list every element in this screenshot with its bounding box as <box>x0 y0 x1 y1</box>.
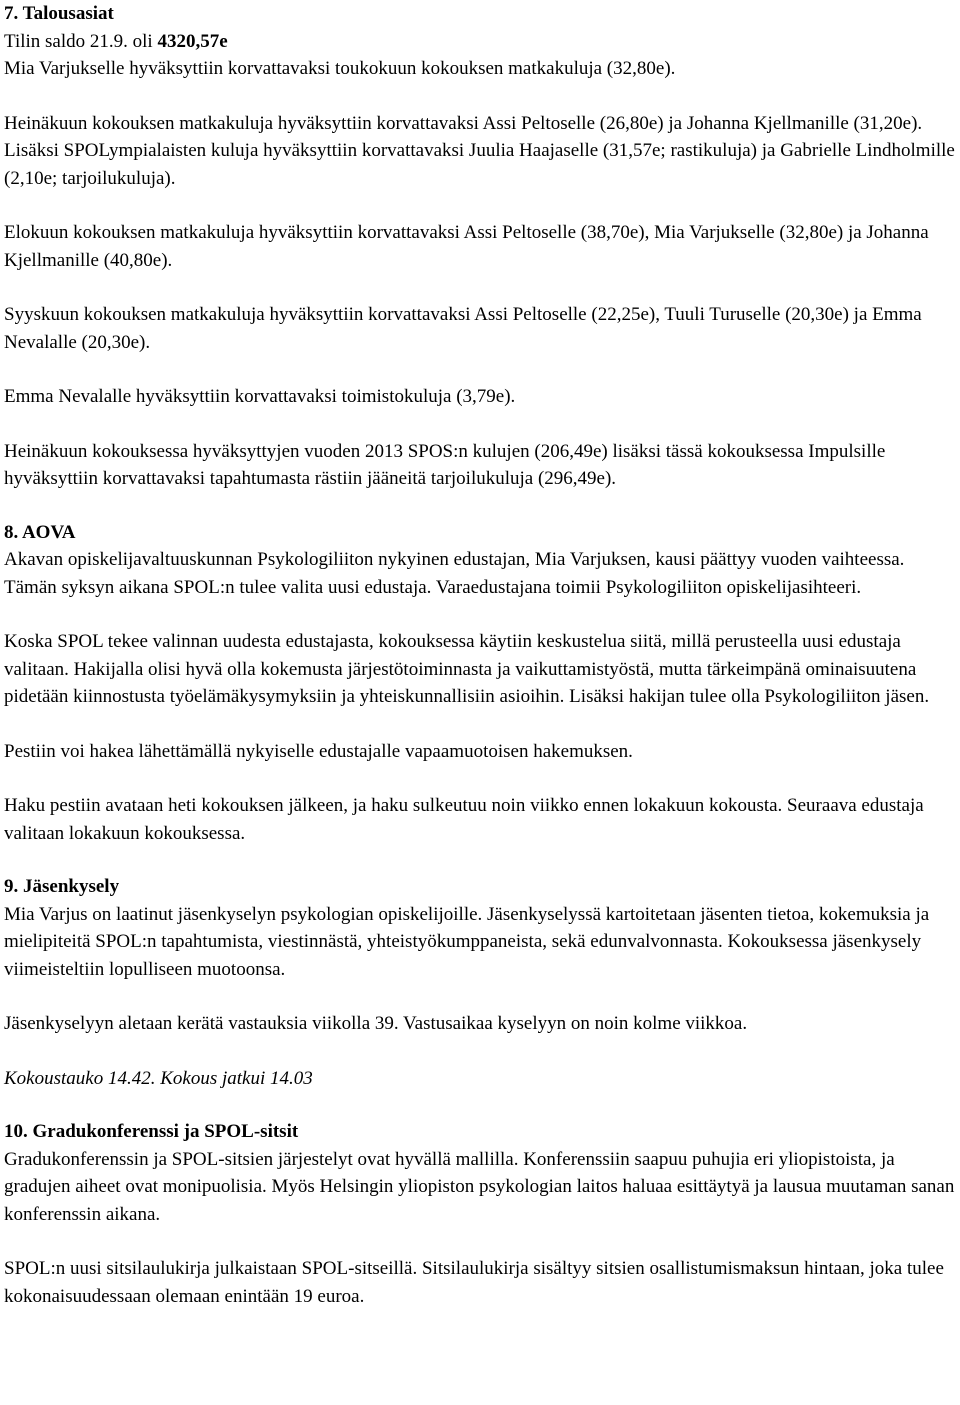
section-talousasiat <box>4 0 956 493</box>
paragraph: Jäsenkyselyyn aletaan kerätä vastauksia viikolla 39. Vastusaikaa kyselyyn on noin kolme viikkoa. <box>4 1013 748 1034</box>
balance-value: 4320,57e <box>157 30 228 52</box>
section-aova <box>4 519 956 848</box>
paragraph: Mia Varjus on laatinut jäsenkyselyn psykologian opiskelijoille. Jäsenkyselyssä kartoitetaan jäsenten tietoa, kokemuksia ja mielipiteitä SPOL:n tapahtumista, viestinnästä, yhteistyökumppaneista, sekä edunvalvonnasta. Kokouksessa jäsenkysely viimeisteltiin lopulliseen muotoonsa. <box>4 903 930 980</box>
section-heading: 10. Gradukonferenssi ja SPOL-sitsit <box>4 1121 299 1142</box>
section-heading: 8. AOVA <box>4 521 76 543</box>
balance-line <box>4 28 956 56</box>
paragraph: Koska SPOL tekee valinnan uudesta edustajasta, kokouksessa käytiin keskustelua siitä, millä perusteella uusi edustaja valitaan. Hakijalla olisi hyvä olla kokemusta järjestötoiminnasta ja vaikuttamistyöstä, mutta tärkeimpänä ominaisuutena pidetään kiinnostusta työelämäkysymyksiin ja yhteiskunnallisiin asioihin. Lisäksi hakijan tulee olla Psykologiliiton jäsen. <box>4 631 930 707</box>
paragraph: Syyskuun kokouksen matkakuluja hyväksyttiin korvattavaksi Assi Peltoselle (22,25e), Tuuli Turuselle (20,30e) ja Emma Nevalalle (20,30e). <box>4 304 922 353</box>
break-note: Kokoustauko 14.42. Kokous jatkui 14.03 <box>4 1067 313 1089</box>
section-gradukonferenssi <box>4 1118 956 1310</box>
paragraph: Elokuun kokouksen matkakuluja hyväksyttiin korvattavaksi Assi Peltoselle (38,70e), Mia Varjukselle (32,80e) ja Johanna Kjellmanille (40,80e). <box>4 222 929 271</box>
paragraph: Mia Varjukselle hyväksyttiin korvattavaksi toukokuun kokouksen matkakuluja (32,80e). <box>4 58 676 79</box>
section-heading: 9. Jäsenkysely <box>4 876 120 897</box>
balance-label: Tilin saldo 21.9. oli <box>4 30 158 52</box>
section-jasenkysely <box>4 873 956 1092</box>
paragraph: Pestiin voi hakea lähettämällä nykyiselle edustajalle vapaamuotoisen hakemuksen. <box>4 740 633 762</box>
paragraph: SPOL:n uusi sitsilaulukirja julkaistaan SPOL-sitseillä. Sitsilaulukirja sisältyy sitsien osallistumismaksun hintaan, joka tulee kokonaisuudessaan olemaan enintään 19 euroa. <box>4 1258 944 1307</box>
paragraph: Emma Nevalalle hyväksyttiin korvattavaksi toimistokuluja (3,79e). <box>4 386 516 407</box>
paragraph: Gradukonferenssin ja SPOL-sitsien järjestelyt ovat hyvällä mallilla. Konferenssiin saapuu puhujia eri yliopistoista, ja gradujen aiheet ovat monipuolisia. Myös Helsingin yliopiston psykologian laitos haluaa esittäytyä ja lausua muutaman sanan konferenssin aikana. <box>4 1148 955 1225</box>
paragraph: Heinäkuun kokouksen matkakuluja hyväksyttiin korvattavaksi Assi Peltoselle (26,80e) ja Johanna Kjellmanille (31,20e). Lisäksi SPOLympialaisten kuluja hyväksyttiin korvattavaksi Juulia Haajaselle (31,57e; rastikuluja) ja Gabrielle Lindholmille (2,10e; tarjoilukuluja). <box>4 112 955 189</box>
paragraph: Haku pestiin avataan heti kokouksen jälkeen, ja haku sulkeutuu noin viikko ennen lokakuun kokousta. Seuraava edustaja valitaan lokakuun kokouksessa. <box>4 795 924 844</box>
paragraph: Akavan opiskelijavaltuuskunnan Psykologiliiton nykyinen edustajan, Mia Varjuksen, kausi päättyy vuoden vaihteessa. Tämän syksyn aikana SPOL:n tulee valita uusi edustaja. Varaedustajana toimii Psykologiliiton opiskelijasihteeri. <box>4 549 905 598</box>
paragraph: Heinäkuun kokouksessa hyväksyttyjen vuoden 2013 SPOS:n kulujen (206,49e) lisäksi tässä kokouksessa Impulsille hyväksyttiin korvattavaksi tapahtumasta rästiin jääneitä tarjoilukuluja (296,49e). <box>4 440 886 489</box>
section-heading: 7. Talousasiat <box>4 3 114 24</box>
